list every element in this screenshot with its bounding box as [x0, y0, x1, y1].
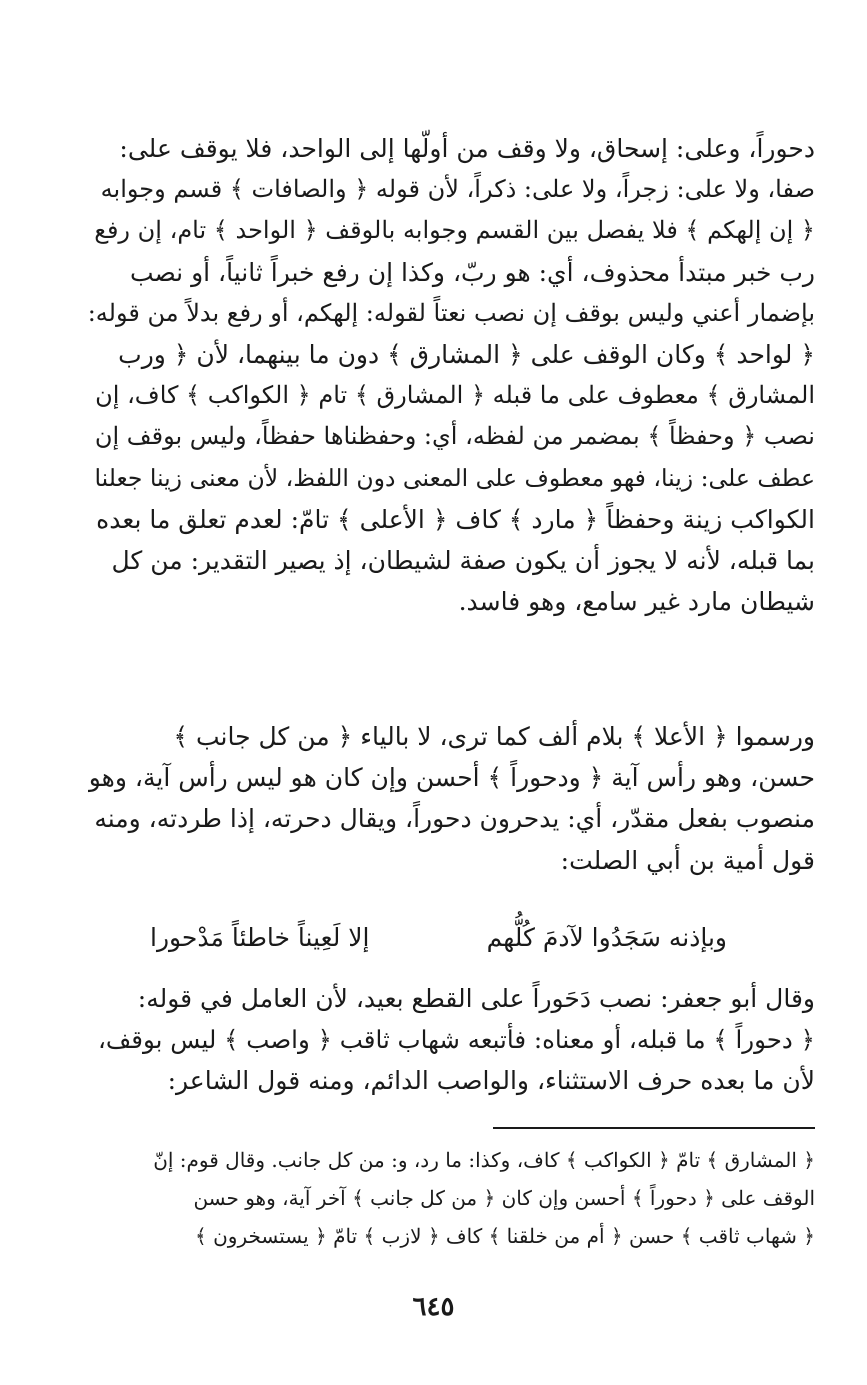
- verse-second-hemistich: إلا لَعِيناً خاطئاً مَدْحورا: [150, 923, 370, 952]
- body-paragraph-3: [88, 978, 815, 1102]
- footnotes: [88, 1141, 815, 1255]
- text-line: ورسموا ﴿ الأعلا ﴾ بلام ألف كما ترى، لا بالياء ﴿ من كل جانب ﴾: [173, 722, 815, 751]
- text-line: ﴿ لواحد ﴾ وكان الوقف على ﴿ المشارق ﴾ دون ما بينهما، لأن ﴿ ورب: [118, 340, 815, 370]
- text-line: الكواكب زينة وحفظاً ﴿ مارد ﴾ كاف ﴿ الأعلى ﴾ تامّ: لعدم تعلق ما بعده: [96, 504, 815, 534]
- text-line: رب خبر مبتدأ محذوف، أي: هو ربّ، وكذا إن رفع خبراً ثانياً، أو نصب: [129, 257, 815, 287]
- footnote-line: الوقف على ﴿ دحوراً ﴾ أحسن وإن كان ﴿ من كل جانب ﴾ آخر آية، وهو حسن: [193, 1186, 815, 1210]
- footnote-line: ﴿ المشارق ﴾ تامّ ﴿ الكواكب ﴾ كاف، وكذا: ما رد، و: من كل جانب. وقال قوم: إنّ: [153, 1148, 815, 1172]
- footnote-line: ﴿ شهاب ثاقب ﴾ حسن ﴿ أم من خلقنا ﴾ كاف ﴿ لازب ﴾ تامّ ﴿ يستسخرون ﴾: [195, 1224, 815, 1248]
- text-line: بإضمار أعني وليس بوقف إن نصب نعتاً لقوله: إلهكم، أو رفع بدلاً من قوله:: [88, 298, 815, 327]
- text-line: قول أمية بن أبي الصلت:: [560, 845, 815, 875]
- poetry-verse: [150, 918, 727, 958]
- text-line: ﴿ دحوراً ﴾ ما قبله، أو معناه: فأتبعه شهاب ثاقب ﴿ واصب ﴾ ليس بوقف،: [98, 1025, 815, 1055]
- text-line: لأن ما بعده حرف الاستثناء، والواصب الدائم، ومنه قول الشاعر:: [167, 1066, 815, 1096]
- text-line: حسن، وهو رأس آية ﴿ ودحوراً ﴾ أحسن وإن كان هو ليس رأس آية، وهو: [88, 763, 815, 793]
- text-line: بما قبله، لأنه لا يجوز أن يكون صفة لشيطان، إذ يصير التقدير: من كل: [111, 546, 815, 576]
- body-paragraph-1: [88, 128, 815, 622]
- text-line: نصب ﴿ وحفظاً ﴾ بمضمر من لفظه، أي: وحفظناها حفظاً، وليس بوقف إن: [94, 422, 815, 451]
- text-line: شيطان مارد غير سامع، وهو فاسد.: [458, 587, 815, 617]
- text-line: صفا، ولا على: زجراً، ولا على: ذكراً، لأن قوله ﴿ والصافات ﴾ قسم وجوابه: [100, 175, 815, 204]
- text-line: عطف على: زينا، فهو معطوف على المعنى دون اللفظ، لأن معنى زينا جعلنا: [94, 463, 815, 492]
- text-line: دحوراً، وعلى: إسحاق، ولا وقف من أولّها إلى الواحد، فلا يوقف على:: [119, 134, 815, 163]
- text-line: ﴿ إن إلهكم ﴾ فلا يفصل بين القسم وجوابه بالوقف ﴿ الواحد ﴾ تام، إن رفع: [94, 216, 815, 245]
- verse-first-hemistich: وبإذنه سَجَدُوا لآدمَ كُلُّهم: [486, 923, 727, 952]
- body-paragraph-2: [88, 716, 815, 881]
- text-line: وقال أبو جعفر: نصب دَحَوراً على القطع بعيد، لأن العامل في قوله:: [137, 984, 815, 1013]
- footnote-separator: [493, 1127, 815, 1129]
- text-line: منصوب بفعل مقدّر، أي: يدحرون دحوراً، ويقال دحرته، إذا طردته، ومنه: [94, 804, 815, 834]
- text-line: المشارق ﴾ معطوف على ما قبله ﴿ المشارق ﴾ تام ﴿ الكواكب ﴾ كاف، إن: [95, 381, 815, 410]
- page-number: ٦٤٥: [412, 1292, 455, 1322]
